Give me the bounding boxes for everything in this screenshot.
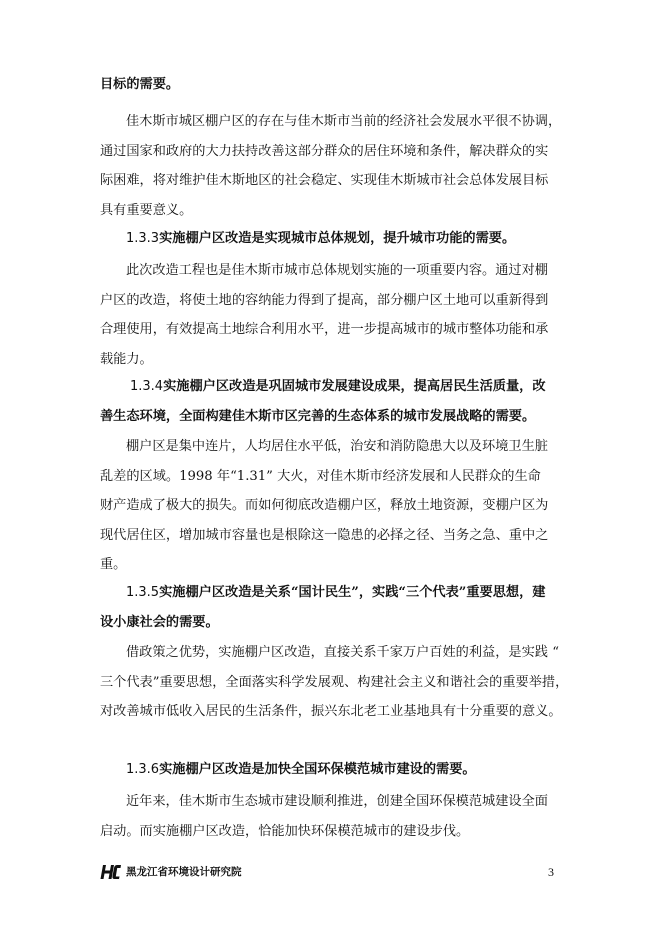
heading-number: 1.3.3 [126, 231, 160, 246]
text-line: 近年来，佳木斯市生态城市建设顺利推进，创建全国环保模范城建设全面 [126, 794, 548, 809]
heading-line [100, 755, 560, 785]
heading-line [100, 372, 560, 402]
heading-number: 1.3.5 [126, 585, 160, 600]
heading-number: 1.3.4 [130, 379, 164, 394]
text-line: 户区的改造，将使土地的容纳能力得到了提高，部分棚户区土地可以重新得到 [100, 292, 549, 308]
paragraph-1 [100, 107, 560, 225]
text-line: 财产造成了极大的损失。而如何彻底改造棚户区，释放土地资源，变棚户区为 [100, 498, 549, 514]
text-line: 乱差的区域。1998 年“1.31” 大火，对佳木斯市经济发展和人民群众的生命 [100, 468, 541, 484]
page-number: 3 [548, 865, 554, 879]
paragraph-5 [100, 787, 560, 846]
heading-1-3-3 [100, 224, 560, 254]
heading-text: 实施棚户区改造是实现城市总体规划，提升城市功能的需要。 [159, 231, 516, 246]
paragraph-2 [100, 256, 560, 374]
heading-line: 设小康社会的需要。 [100, 614, 219, 630]
paragraph-3 [100, 432, 560, 580]
heading-text: 实施棚户区改造是关系“国计民生”，实践“三个代表”重要思想，建 [159, 585, 546, 600]
text-line: 佳木斯市城区棚户区的存在与佳木斯市当前的经济社会发展水平很不协调， [126, 114, 562, 129]
heading-text: 实施棚户区改造是加快全国环保模范城市建设的需要。 [159, 762, 476, 777]
text-line: 棚户区是集中连片，人均居住水平低，治安和消防隐患大以及环境卫生脏 [126, 439, 548, 454]
text-line: 借政策之优势，实施棚户区改造，直接关系千家万户百姓的利益，是实践 “ [126, 645, 559, 660]
paragraph-continuation [100, 70, 560, 100]
text-line: 目标的需要。 [100, 77, 180, 92]
heading-line [100, 224, 560, 254]
text-line: 具有重要意义。 [100, 202, 193, 218]
text-line: 对改善城市低收入居民的生活条件，振兴东北老工业基地具有十分重要的意义。 [100, 704, 562, 720]
footer-organization: 黑龙江省环境设计研究院 [126, 866, 242, 878]
text-line: 启动。而实施棚户区改造，恰能加快环保模范城市的建设步伐。 [100, 823, 470, 839]
heading-text: 实施棚户区改造是巩固城市发展建设成果，提高居民生活质量，改 [163, 379, 546, 394]
heading-1-3-6 [100, 755, 560, 785]
heading-number: 1.3.6 [126, 762, 160, 777]
text-line: 此次改造工程也是佳木斯市城市总体规划实施的一项重要内容。通过对棚 [126, 263, 548, 278]
text-line: 现代居住区，增加城市容量也是根除这一隐患的必择之径、当务之急、重中之 [100, 527, 549, 543]
paragraph-4 [100, 638, 569, 727]
hc-logo-icon [100, 864, 122, 880]
text-line: 际困难，将对维护佳木斯地区的社会稳定、实现佳木斯城市社会总体发展目标 [100, 173, 549, 189]
text-line: 三个代表”重要思想，全面落实科学发展观、构建社会主义和谐社会的重要举措， [100, 674, 569, 690]
heading-1-3-5 [100, 578, 560, 637]
heading-line [100, 578, 560, 608]
text-line: 通过国家和政府的大力扶持改善这部分群众的居住环境和条件，解决群众的实 [100, 143, 549, 159]
text-line: 重。 [100, 557, 127, 573]
heading-line: 善生态环境，全面构建佳木斯市区完善的生态体系的城市发展战略的需要。 [100, 408, 536, 424]
text-line: 载能力。 [100, 351, 153, 367]
heading-1-3-4 [100, 372, 560, 431]
text-line: 合理使用，有效提高土地综合利用水平，进一步提高城市的城市整体功能和承 [100, 322, 549, 338]
